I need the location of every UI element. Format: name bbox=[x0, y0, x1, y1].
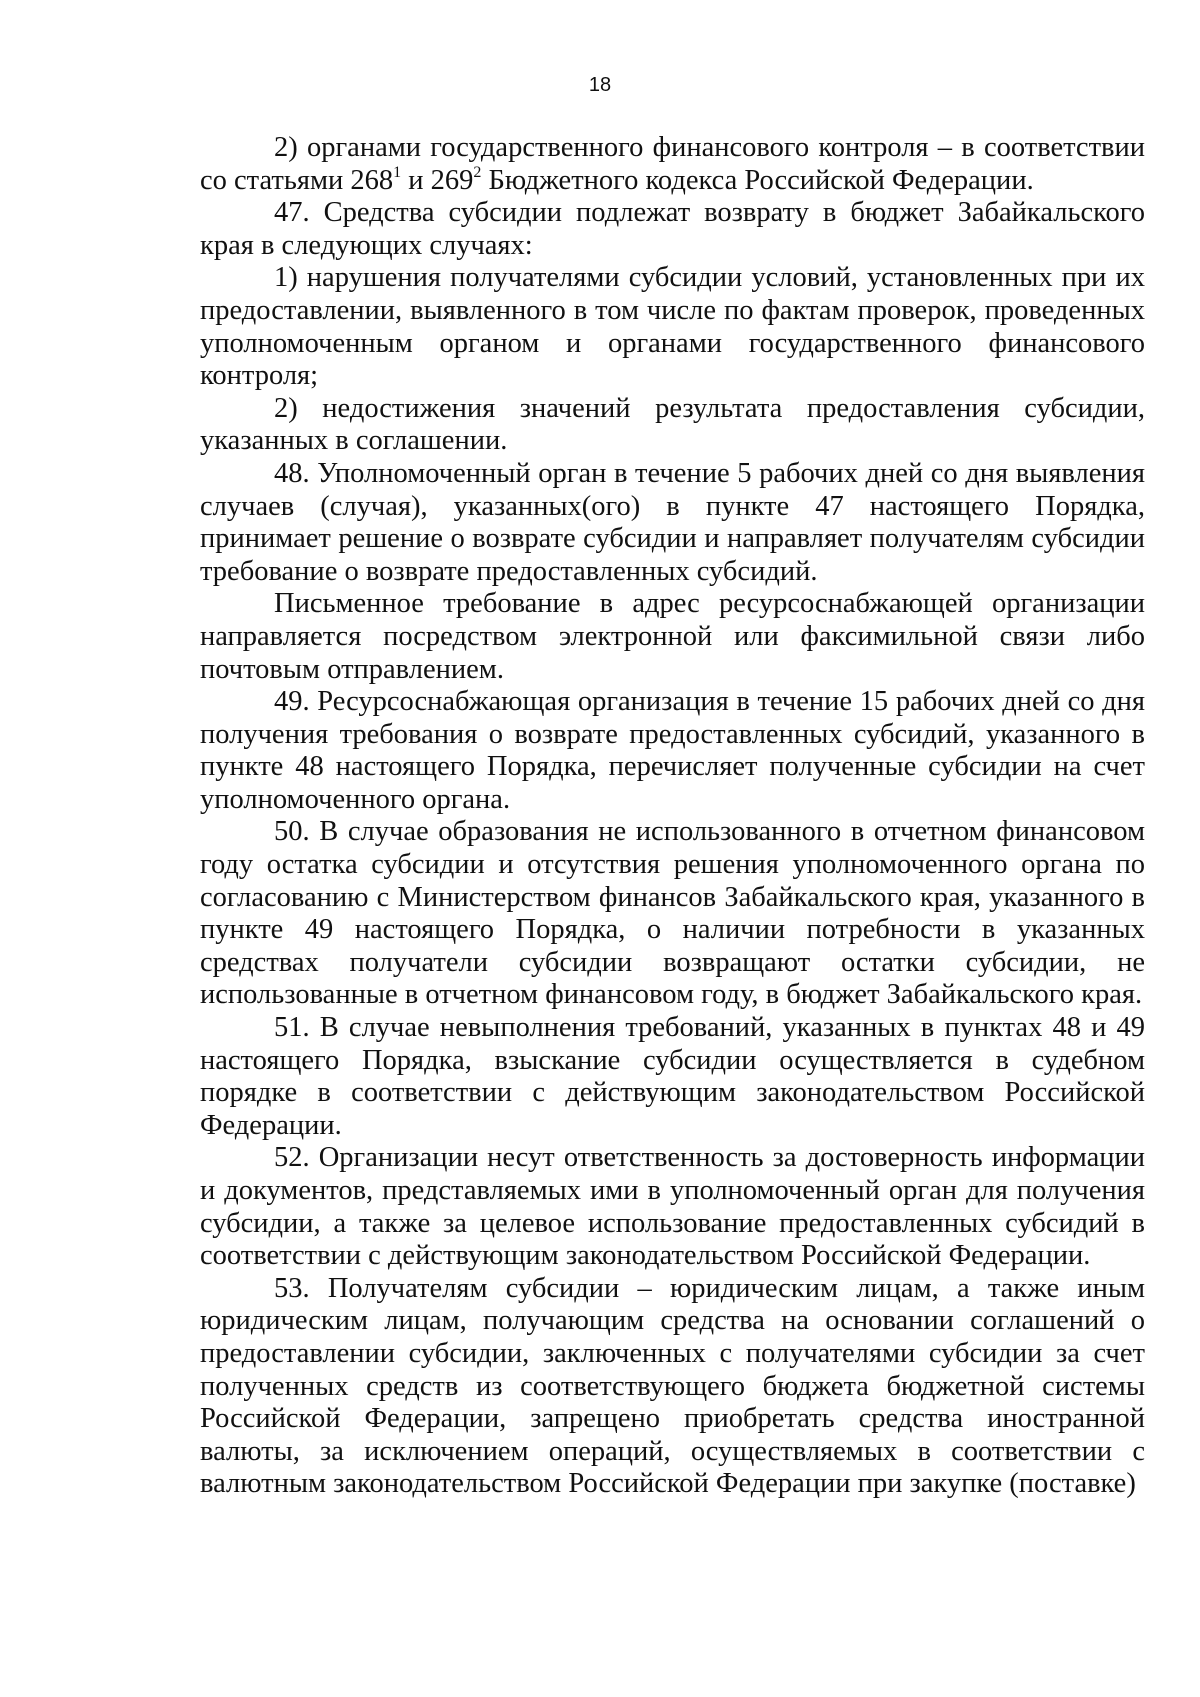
document-paragraph bbox=[200, 1142, 1145, 1272]
paragraph-text: 2) органами государственного финансового контроля – в соответствии со статьями 268 bbox=[200, 132, 1145, 196]
superscript: 1 bbox=[393, 163, 402, 181]
document-body bbox=[200, 132, 1145, 1501]
document-paragraph bbox=[200, 132, 1145, 197]
paragraph-text: и 269 bbox=[401, 164, 474, 196]
document-paragraph bbox=[200, 393, 1145, 458]
paragraph-text: 1) нарушения получателями субсидии условий, установленных при их предоставлении, выявленного в том числе по фактам проверок, проведенных уполномоченным органом и органами государственного финансового контроля; bbox=[200, 262, 1145, 392]
document-paragraph bbox=[200, 816, 1145, 1012]
page-number: 18 bbox=[588, 74, 612, 96]
document-paragraph bbox=[200, 1012, 1145, 1142]
paragraph-text: Бюджетного кодекса Российской Федерации. bbox=[481, 164, 1034, 196]
paragraph-text: 52. Организации несут ответственность за достоверность информации и документов, представляемых ими в уполномоченный орган для получения субсидии, а также за целевое использование предоставленных субсидий в соответствии с действующим законодательством Российской Федерации. bbox=[200, 1142, 1145, 1272]
paragraph-text: 48. Уполномоченный орган в течение 5 рабочих дней со дня выявления случаев (случая), указанных(ого) в пункте 47 настоящего Порядка, принимает решение о возврате субсидии и направляет получателям субсидии требование о возврате предоставленных субсидий. bbox=[200, 457, 1145, 587]
paragraph-text: 2) недостижения значений результата предоставления субсидии, указанных в соглашении. bbox=[200, 392, 1145, 457]
document-paragraph bbox=[200, 588, 1145, 686]
document-paragraph bbox=[200, 1273, 1145, 1501]
document-paragraph bbox=[200, 197, 1145, 262]
superscript: 2 bbox=[473, 163, 482, 181]
paragraph-text: Письменное требование в адрес ресурсоснабжающей организации направляется посредством электронной или факсимильной связи либо почтовым отправлением. bbox=[200, 588, 1145, 685]
document-paragraph bbox=[200, 458, 1145, 588]
paragraph-text: 47. Средства субсидии подлежат возврату в бюджет Забайкальского края в следующих случаях: bbox=[200, 197, 1145, 261]
paragraph-text: 50. В случае образования не использованного в отчетном финансовом году остатка субсидии и отсутствия решения уполномоченного органа по согласованию с Министерством финансов Забайкальского края, указанного в пункте 49 настоящего Порядка, о наличии потребности в указанных средствах получатели субсидии возвращают остатки субсидии, не использованные в отчетном финансовом году, в бюджет Забайкальского края. bbox=[200, 816, 1145, 1011]
paragraph-text: 53. Получателям субсидии – юридическим лицам, а также иным юридическим лицам, получающим средства на основании соглашений о предоставлении субсидии, заключенных с получателями субсидии за счет полученных средств из соответствующего бюджета бюджетной системы Российской Федерации, запрещено приобретать средства иностранной валюты, за исключением операций, осуществляемых в соответствии с валютным законодательством Российской Федерации при закупке (поставке) bbox=[200, 1272, 1145, 1500]
document-paragraph bbox=[200, 262, 1145, 392]
paragraph-text: 51. В случае невыполнения требований, указанных в пунктах 48 и 49 настоящего Порядка, взыскание субсидии осуществляется в судебном порядке в соответствии с действующим законодательством Российской Федерации. bbox=[200, 1012, 1145, 1141]
paragraph-text: 49. Ресурсоснабжающая организация в течение 15 рабочих дней со дня получения требования о возврате предоставленных субсидий, указанного в пункте 48 настоящего Порядка, перечисляет полученные субсидии на счет уполномоченного органа. bbox=[200, 686, 1145, 815]
document-paragraph bbox=[200, 686, 1145, 816]
